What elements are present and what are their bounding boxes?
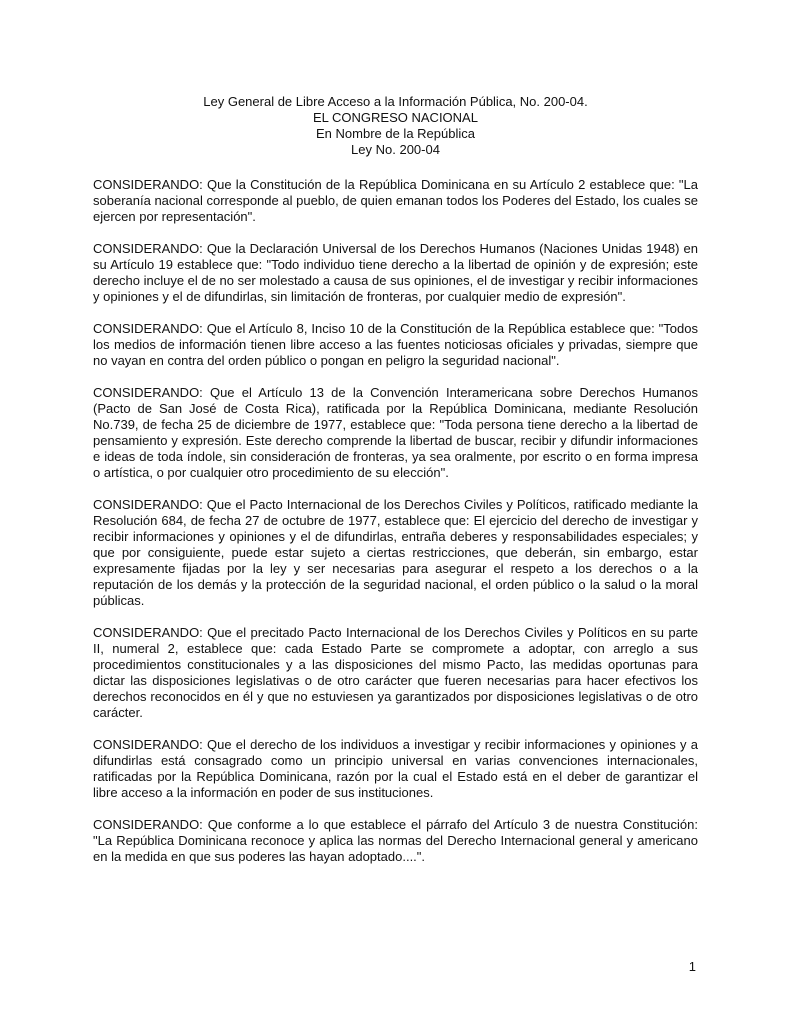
considerando-paragraph: CONSIDERANDO: Que la Constitución de la República Dominicana en su Artículo 2 establece que: "La soberanía nacional corresponde al pueblo, de quien emanan todos los Poderes del Estado, los cuales se ejercen por representación". (93, 177, 698, 224)
considerando-paragraph: CONSIDERANDO: Que el Artículo 8, Inciso 10 de la Constitución de la República establece que: "Todos los medios de información tienen libre acceso a las fuentes noticiosas oficiales y privadas, siempre que no vayan en contra del orden público o pongan en peligro la seguridad nacional". (93, 321, 698, 368)
law-number: Ley No. 200-04 (351, 142, 440, 157)
document-header (93, 94, 698, 158)
considerando-paragraph: CONSIDERANDO: Que el derecho de los individuos a investigar y recibir informaciones y opiniones y a difundirlas está consagrado como un principio universal en varias convenciones internacionales, ratificadas por la República Dominicana, razón por la cual el Estado está en el deber de garantizar el libre acceso a la información en poder de sus instituciones. (93, 737, 698, 800)
considerando-paragraph: CONSIDERANDO: Que el Pacto Internacional de los Derechos Civiles y Políticos, ratificado mediante la Resolución 684, de fecha 27 de octubre de 1977, establece que: El ejercicio del derecho de investigar y recibir informaciones y opiniones y el de difundirlas, entraña deberes y responsabilidades especiales; y que por consiguiente, puede estar sujeto a ciertas restricciones, que deberán, sin embargo, estar expresamente fijadas por la ley y ser necesarias para asegurar el respeto a los derechos o a la reputación de los demás y la protección de la seguridad nacional, el orden público o la salud o la moral públicas. (93, 497, 698, 608)
considerando-paragraph: CONSIDERANDO: Que la Declaración Universal de los Derechos Humanos (Naciones Unidas 1948) en su Artículo 19 establece que: "Todo individuo tiene derecho a la libertad de opinión y de expresión; este derecho incluye el de no ser molestado a causa de sus opiniones, el de investigar y recibir informaciones y opiniones y el de difundirlas, sin limitación de fronteras, por cualquier medio de expresión". (93, 241, 698, 304)
in-name-heading: En Nombre de la República (316, 126, 475, 141)
considerando-paragraph: CONSIDERANDO: Que el Artículo 13 de la Convención Interamericana sobre Derechos Humanos (Pacto de San José de Costa Rica), ratificada por la República Dominicana, mediante Resolución No.739, de fecha 25 de diciembre de 1977, establece que: "Toda persona tiene derecho a la libertad de pensamiento y expresión. Este derecho comprende la libertad de buscar, recibir y difundir informaciones e ideas de toda índole, sin consideración de fronteras, ya sea oralmente, por escrito o en forma impresa o artística, o por cualquier otro procedimiento de su elección". (93, 385, 698, 480)
considerando-paragraph: CONSIDERANDO: Que el precitado Pacto Internacional de los Derechos Civiles y Políticos en su parte II, numeral 2, establece que: cada Estado Parte se compromete a adoptar, con arreglo a sus procedimientos constitucionales y a las disposiciones del mismo Pacto, las medidas oportunas para dictar las disposiciones legislativas o de otro carácter que fueren necesarias para hacer efectivos los derechos reconocidos en él y que no estuviesen ya garantizados por disposiciones legislativas o de otro carácter. (93, 625, 698, 720)
law-title: Ley General de Libre Acceso a la Información Pública, No. 200-04. (203, 94, 588, 109)
congress-heading: EL CONGRESO NACIONAL (313, 110, 478, 125)
considerando-paragraph: CONSIDERANDO: Que conforme a lo que establece el párrafo del Artículo 3 de nuestra Constitución: "La República Dominicana reconoce y aplica las normas del Derecho Internacional general y americano en la medida en que sus poderes las hayan adoptado....". (93, 817, 698, 864)
document-body (93, 177, 698, 881)
page-number: 1 (688, 959, 696, 974)
